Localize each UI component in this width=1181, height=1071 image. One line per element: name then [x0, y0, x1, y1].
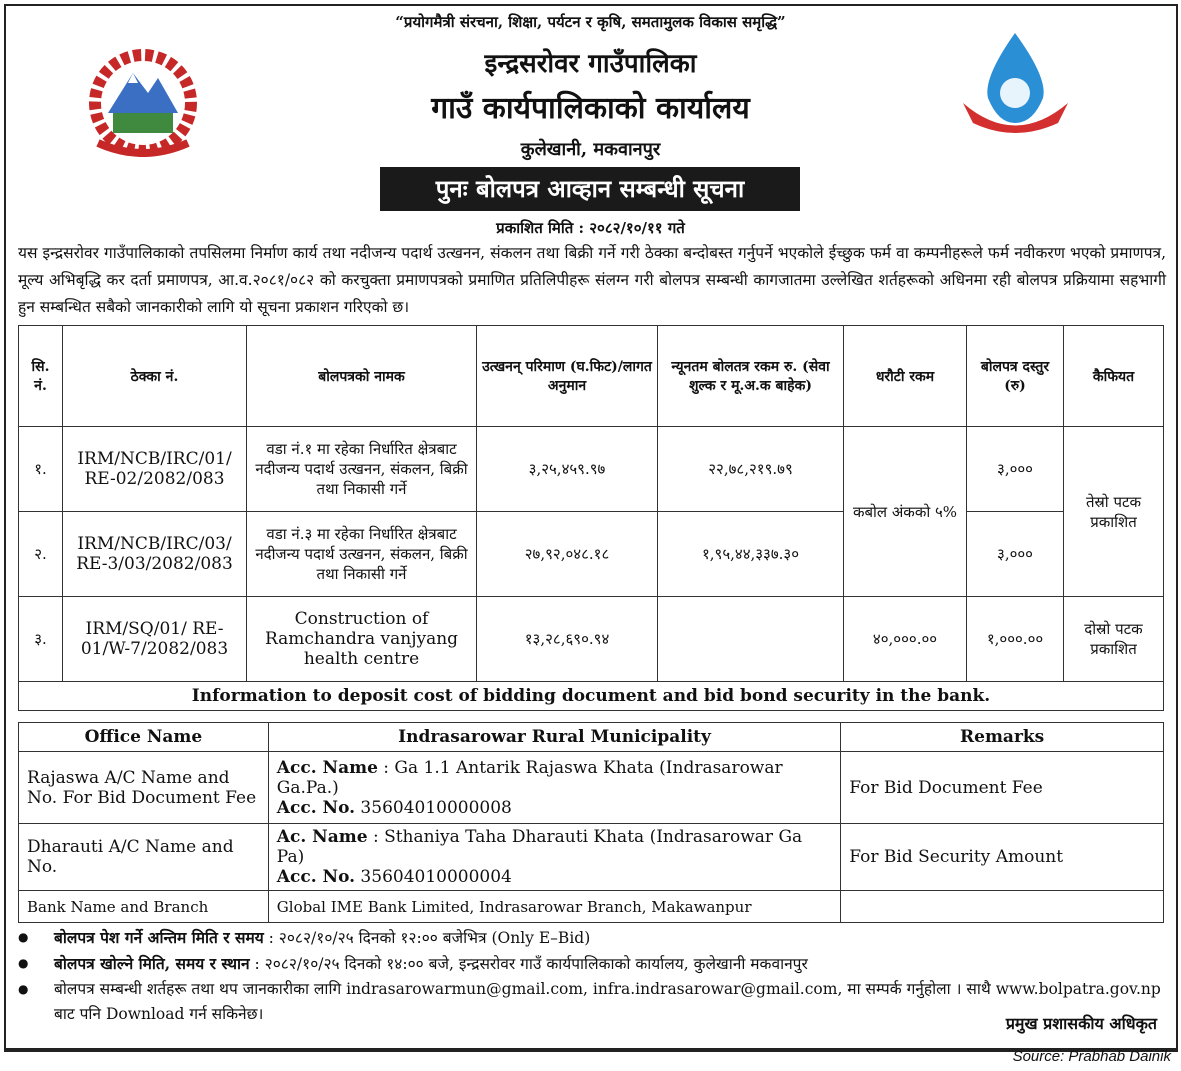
deposit-cell: ४०,०००.००: [844, 597, 967, 682]
estimate-cell: १३,२८,६९०.९४: [477, 597, 658, 682]
bank-table: [18, 722, 1164, 923]
acc-no-label: Acc. No.: [276, 797, 356, 818]
office-cell: Rajaswa A/C Name and No. For Bid Document Fee: [19, 752, 269, 824]
name-cell: वडा नं.३ मा रहेका निर्धारित क्षेत्रबाट नदीजन्य पदार्थ उत्खनन, संकलन, बिक्री तथा निकासी गर्ने: [247, 512, 477, 597]
table-row: [19, 752, 1164, 824]
account-cell: [268, 824, 840, 891]
acc-name: : Sthaniya Taha Dharauti Khata (Indrasarowar Ga Pa): [276, 827, 803, 867]
bullet-text: : २०८२/१०/२५ दिनको १२:०० बजेभित्र (Only E–Bid): [263, 929, 591, 947]
serial-cell: ३.: [19, 597, 63, 682]
bank-detail-cell: Global IME Bank Limited, Indrasarowar Branch, Makawanpur: [268, 891, 840, 923]
intro-paragraph: यस इन्द्रसरोवर गाउँपालिकाको तपसिलमा निर्माण कार्य तथा नदीजन्य पदार्थ उत्खनन, संकलन तथा बिक्री गर्ने गरी ठेक्का बन्दोबस्त गर्नुपर्ने भएकोले ईच्छुक फर्म वा कम्पनीहरूले फर्म नवीकरण भएको प्रमाणपत्र, मूल्य अभिबृद्धि कर दर्ता प्रमाणपत्र, आ.व.२०८१/०८२ को करचुक्ता प्रमाणपत्रको प्रमाणित प्रतिलिपीहरू संलग्न गरी बोलपत्र सम्बन्धी कागजातमा उल्लेखित शर्तहरूको अधिनमा रही बोलपत्र प्रक्रियामा सहभागी हुन सम्बन्धित सबैको जानकारीको लागि यो सूचना प्रकाशन गरिएको छ।: [18, 244, 1166, 316]
remarks-cell: दोस्रो पटक प्रकाशित: [1064, 597, 1164, 682]
col-header: सि. नं.: [19, 326, 63, 427]
col-header: धरौटी रकम: [844, 326, 967, 427]
bank-info-heading: Information to deposit cost of bidding document and bid bond security in the bank.: [19, 682, 1164, 711]
table-header-row: [19, 326, 1164, 427]
published-date: प्रकाशित मिति : २०८२/१०/११ गते: [496, 219, 685, 237]
estimate-cell: ३,२५,४५९.९७: [477, 427, 658, 512]
col-header: उत्खनन् परिमाण (घ.फिट)/लागत अनुमान: [477, 326, 658, 427]
fee-cell: १,०००.००: [967, 597, 1064, 682]
table-row: [19, 824, 1164, 891]
motto: “प्रयोगमैत्री संरचना, शिक्षा, पर्यटन र कृषि, समतामुलक विकास समृद्धि”: [395, 13, 786, 31]
acc-no: 35604010000004: [355, 867, 512, 887]
bullet-list: [18, 925, 1164, 1027]
municipality-name: इन्द्रसरोवर गाउँपालिका: [484, 49, 697, 79]
bullet-label: बोलपत्र खोल्ने मिति, समय र स्थान: [54, 954, 250, 973]
min-bid-cell: [658, 597, 844, 682]
acc-no: 35604010000008: [355, 797, 512, 818]
bullet-label: बोलपत्र पेश गर्ने अन्तिम मिति र समय: [54, 928, 264, 947]
acc-name-label: Acc. Name: [276, 757, 378, 778]
remarks-cell: For Bid Document Fee: [841, 752, 1164, 824]
table-row: [19, 891, 1164, 923]
estimate-cell: २७,९२,०४८.१८: [477, 512, 658, 597]
acc-no-label: Acc. No.: [276, 867, 356, 887]
contract-cell: IRM/NCB/IRC/01/ RE-02/2082/083: [63, 427, 247, 512]
account-cell: [268, 752, 840, 824]
col-header: Indrasarowar Rural Municipality: [268, 723, 840, 752]
col-header: ठेक्का नं.: [63, 326, 247, 427]
col-header: कैफियत: [1064, 326, 1164, 427]
remarks-cell: For Bid Security Amount: [841, 824, 1164, 891]
col-header: बोलपत्रको नामक: [247, 326, 477, 427]
min-bid-cell: २२,७८,२१९.७९: [658, 427, 844, 512]
col-header: Remarks: [841, 723, 1164, 752]
table-row: [19, 427, 1164, 512]
signature: प्रमुख प्रशासकीय अधिकृत: [1005, 1014, 1157, 1033]
remarks-cell: तेस्रो पटक प्रकाशित: [1064, 427, 1164, 597]
office-name: गाउँ कार्यपालिकाको कार्यालय: [431, 91, 750, 126]
office-location: कुलेखानी, मकवानपुर: [520, 139, 661, 160]
tender-table: [18, 325, 1164, 711]
bullet-item: [18, 925, 1164, 951]
fee-cell: ३,०००: [967, 512, 1064, 597]
name-cell: Construction of Ramchandra vanjyang health centre: [247, 597, 477, 682]
bullet-text: बोलपत्र सम्बन्धी शर्तहरू तथा थप जानकारीका लागि indrasarowarmun@gmail.com, infra.indrasarowar@gmail.com, मा सम्पर्क गर्नुहोला । साथै www.bolpatra.gov.np बाट पनि Download गर्न सकिनेछ।: [54, 980, 1161, 1023]
source-credit: Source: Prabhab Dainik: [1012, 1048, 1171, 1065]
col-header: न्यूनतम बोलतत्र रकम रु. (सेवा शुल्क र मू.अ.क बाहेक): [658, 326, 844, 427]
col-header: बोलपत्र दस्तुर (रु): [967, 326, 1064, 427]
notice-title: पुनः बोलपत्र आव्हान सम्बन्धी सूचना: [380, 167, 800, 211]
contract-cell: IRM/SQ/01/ RE-01/W-7/2082/083: [63, 597, 247, 682]
deposit-cell: कबोल अंकको ५%: [844, 427, 967, 597]
bullet-item: [18, 977, 1164, 1027]
remarks-cell: [841, 891, 1164, 923]
col-header: Office Name: [19, 723, 269, 752]
name-cell: वडा नं.१ मा रहेका निर्धारित क्षेत्रबाट नदीजन्य पदार्थ उत्खनन, संकलन, बिक्री तथा निकासी गर्ने: [247, 427, 477, 512]
fee-cell: ३,०००: [967, 427, 1064, 512]
table-row: [19, 597, 1164, 682]
contract-cell: IRM/NCB/IRC/03/ RE-3/03/2082/083: [63, 512, 247, 597]
acc-name: : Ga 1.1 Antarik Rajaswa Khata (Indrasarowar Ga.Pa.): [276, 757, 783, 798]
office-cell: Dharauti A/C Name and No.: [19, 824, 269, 891]
serial-cell: १.: [19, 427, 63, 512]
bullet-item: [18, 951, 1164, 977]
serial-cell: २.: [19, 512, 63, 597]
table-row: [19, 512, 1164, 597]
bullet-text: : २०८२/१०/२५ दिनको १४:०० बजे, इन्द्रसरोवर गाउँ कार्यपालिकाको कार्यालय, कुलेखानी मकवानपुर: [249, 955, 808, 973]
min-bid-cell: १,९५,४४,३३७.३०: [658, 512, 844, 597]
acc-name-label: Ac. Name: [276, 827, 368, 847]
office-cell: Bank Name and Branch: [19, 891, 269, 923]
